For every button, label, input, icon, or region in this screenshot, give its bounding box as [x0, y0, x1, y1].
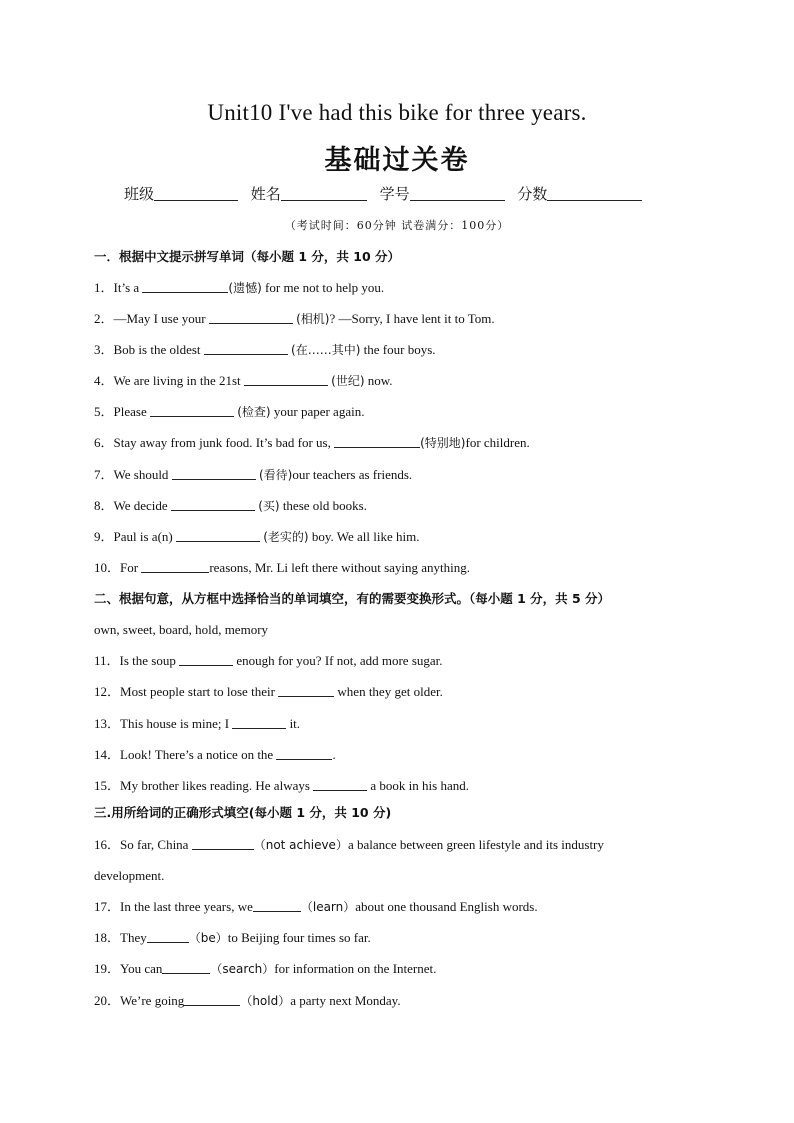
score-blank[interactable] — [547, 186, 642, 201]
hint: （not achieve） — [253, 838, 348, 852]
class-field — [124, 185, 238, 203]
section3-heading: 三.用所给词的正确形式填空(每小题 1 分，共 10 分) — [94, 805, 392, 820]
question-number: 7． — [94, 467, 114, 482]
question-text: You can — [120, 961, 163, 976]
question-text-end: about one thousand English words. — [355, 899, 538, 914]
section1-heading: 一．根据中文提示拼写单词（每小题 1 分，共 10 分） — [94, 249, 401, 264]
question-number: 2． — [94, 311, 114, 326]
question-text: Look! There’s a notice on the — [120, 747, 277, 762]
question-text-end: a party next Monday. — [290, 993, 401, 1008]
question-number: 11． — [94, 653, 120, 668]
answer-blank[interactable] — [278, 684, 334, 697]
question-text: Bob is the oldest — [113, 342, 204, 357]
id-field — [380, 185, 505, 203]
question-text-end: these old books. — [279, 498, 367, 513]
hint: （learn） — [300, 900, 356, 914]
score-field — [517, 185, 642, 203]
question-5 — [94, 404, 364, 420]
question-text: We’re going — [120, 993, 185, 1008]
question-text-end: ? —Sorry, I have lent it to Tom. — [329, 311, 495, 326]
question-text-end: when they get older. — [334, 684, 443, 699]
question-text: In the last three years, we — [120, 899, 253, 914]
question-text-end: for information on the Internet. — [274, 961, 437, 976]
question-number: 1． — [94, 280, 114, 295]
question-text: So far, China — [120, 837, 192, 852]
question-text: They — [120, 930, 147, 945]
word-box: own, sweet, board, hold, memory — [94, 622, 269, 637]
question-text-end: a book in his hand. — [367, 778, 469, 793]
question-20 — [94, 993, 401, 1009]
question-text: My brother likes reading. He always — [120, 778, 314, 793]
question-number: 10． — [94, 560, 121, 575]
answer-blank[interactable] — [179, 653, 233, 666]
question-text: Stay away from junk food. It’s bad for us, — [113, 435, 335, 450]
section2-heading: 二、根据句意，从方框中选择恰当的单词填空，有的需要变换形式。（每小题 1 分，共 5 分） — [94, 591, 611, 606]
question-text-end: it. — [286, 716, 301, 731]
question-number: 5． — [94, 404, 114, 419]
name-label: 姓名 — [250, 185, 281, 203]
question-text: We are living in the 21st — [113, 373, 244, 388]
question-text: Most people start to lose their — [120, 684, 279, 699]
question-text-end: . — [332, 747, 336, 762]
question-number: 9． — [94, 529, 114, 544]
hint: (检查) — [237, 405, 271, 419]
page-title-chinese: 基础过关卷 — [324, 145, 470, 176]
question-number: 20． — [94, 993, 121, 1008]
answer-blank[interactable] — [172, 467, 256, 480]
answer-blank[interactable] — [232, 716, 286, 729]
question-number: 3． — [94, 342, 114, 357]
answer-blank[interactable] — [209, 311, 293, 324]
question-16-continued: development. — [94, 868, 165, 883]
question-text-end: our teachers as friends. — [292, 467, 413, 482]
answer-blank[interactable] — [334, 435, 420, 448]
question-text-end: boy. We all like him. — [308, 529, 420, 544]
question-text-end: your paper again. — [270, 404, 365, 419]
answer-blank[interactable] — [147, 930, 189, 943]
hint: (老实的) — [263, 530, 309, 544]
question-19 — [94, 961, 436, 977]
answer-blank[interactable] — [176, 529, 260, 542]
question-4 — [94, 373, 393, 389]
question-2 — [94, 311, 495, 327]
answer-blank[interactable] — [204, 342, 288, 355]
student-info-row — [124, 183, 650, 204]
question-11 — [94, 653, 443, 669]
question-text: We decide — [113, 498, 171, 513]
question-17 — [94, 899, 538, 915]
question-number: 18． — [94, 930, 121, 945]
question-10 — [94, 560, 470, 576]
question-15 — [94, 778, 469, 794]
hint: (相机) — [296, 312, 330, 326]
name-field — [251, 185, 367, 203]
question-text: —May I use your — [113, 311, 209, 326]
question-number: 16． — [94, 837, 121, 852]
question-number: 14． — [94, 747, 121, 762]
question-9 — [94, 529, 420, 545]
hint: （search） — [210, 962, 275, 976]
question-text-end: to Beijing four times so far. — [227, 930, 371, 945]
question-6 — [94, 435, 530, 451]
question-text-end: for me not to help you. — [261, 280, 385, 295]
hint: (特别地) — [420, 436, 466, 450]
question-text-end: the four boys. — [360, 342, 436, 357]
hint: （hold） — [240, 994, 291, 1008]
class-label: 班级 — [124, 185, 155, 203]
hint: (在……其中) — [291, 343, 361, 357]
question-text-end: now. — [364, 373, 393, 388]
question-number: 17． — [94, 899, 121, 914]
question-number: 19． — [94, 961, 121, 976]
question-text: Is the soup — [119, 653, 180, 668]
score-label: 分数 — [517, 185, 548, 203]
question-text: We should — [113, 467, 172, 482]
question-text: This house is mine; I — [120, 716, 233, 731]
hint: (买) — [258, 499, 280, 513]
question-text-end: enough for you? If not, add more sugar. — [233, 653, 443, 668]
question-text-end: for children. — [465, 435, 530, 450]
answer-blank[interactable] — [141, 560, 209, 573]
exam-info: （考试时间：60分钟 试卷满分：100分） — [284, 219, 510, 232]
question-number: 8． — [94, 498, 114, 513]
question-1 — [94, 280, 384, 296]
question-13 — [94, 716, 300, 732]
answer-blank[interactable] — [171, 498, 255, 511]
question-14 — [94, 747, 336, 763]
question-16 — [94, 837, 604, 853]
hint: (看待) — [258, 468, 293, 482]
question-8 — [94, 498, 367, 514]
answer-blank[interactable] — [192, 837, 254, 850]
question-text: Paul is a(n) — [113, 529, 176, 544]
id-blank[interactable] — [410, 186, 505, 201]
question-18 — [94, 930, 371, 946]
question-text-end: reasons, Mr. Li left there without saying anything. — [209, 560, 471, 575]
hint: （be） — [188, 931, 228, 945]
question-12 — [94, 684, 443, 700]
question-number: 12． — [94, 684, 121, 699]
hint: (遗憾) — [228, 281, 262, 295]
question-number: 13． — [94, 716, 121, 731]
answer-blank[interactable] — [184, 993, 240, 1006]
answer-blank[interactable] — [142, 280, 228, 293]
question-3 — [94, 342, 436, 358]
answer-blank[interactable] — [253, 899, 301, 912]
hint: (世纪) — [331, 374, 365, 388]
id-label: 学号 — [379, 185, 410, 203]
answer-blank[interactable] — [150, 404, 234, 417]
question-text-end: a balance between green lifestyle and its industry — [347, 837, 604, 852]
answer-blank[interactable] — [276, 747, 332, 760]
answer-blank[interactable] — [313, 778, 367, 791]
question-text: It’s a — [113, 280, 143, 295]
page-title-english: Unit10 I've had this bike for three years. — [207, 100, 587, 125]
name-blank[interactable] — [281, 186, 367, 201]
question-7 — [94, 467, 412, 483]
question-text: For — [120, 560, 142, 575]
answer-blank[interactable] — [162, 961, 210, 974]
question-number: 6． — [94, 435, 114, 450]
question-number: 15． — [94, 778, 121, 793]
question-number: 4． — [94, 373, 114, 388]
answer-blank[interactable] — [244, 373, 328, 386]
class-blank[interactable] — [154, 186, 238, 201]
question-text: Please — [113, 404, 150, 419]
